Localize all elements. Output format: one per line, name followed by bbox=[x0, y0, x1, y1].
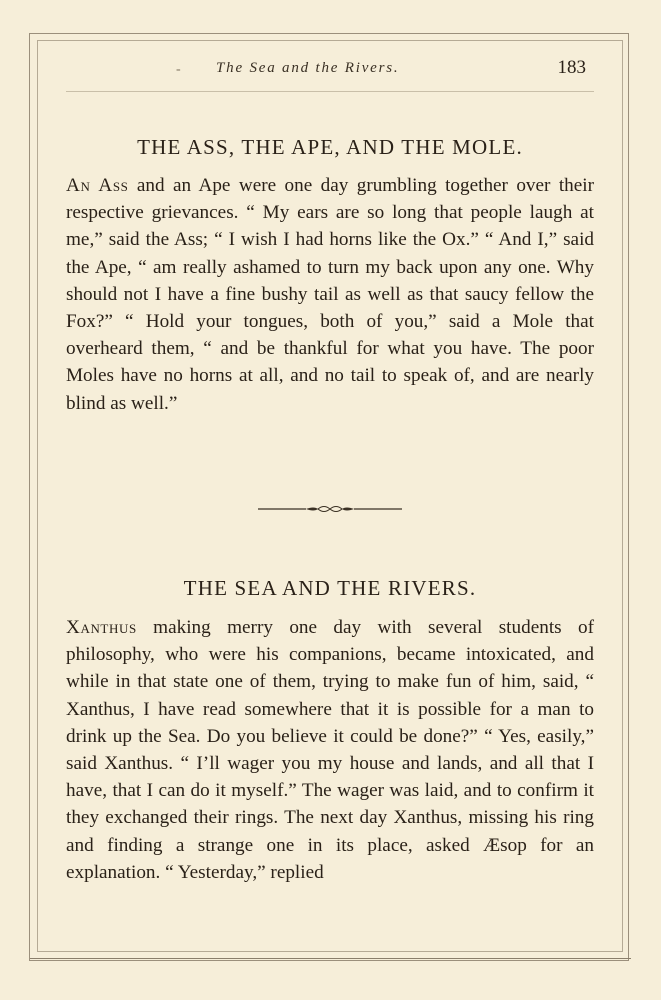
fable-body-ass-ape-mole bbox=[66, 172, 594, 417]
ornamental-divider bbox=[258, 500, 402, 518]
running-title: The Sea and the Rivers. bbox=[216, 60, 400, 76]
fable-title-ass-ape-mole: THE ASS, THE APE, AND THE MOLE. bbox=[137, 135, 523, 159]
fable-paragraph bbox=[66, 172, 594, 417]
fable-lead-words: An Ass bbox=[66, 175, 129, 196]
fable-text: making merry one day with several students of philosophy, who were his companions, became intoxicated, and while in that state one of them, trying to make fun of him, said, “ Xanthus, I have read somewhere that it is possible for a man to drink up the Sea. Do you believe it could be done?” “ Yes, easily,” said Xanthus. “ I’ll wager you my house and lands, and all that I have, that I can do it myself.” The wager was laid, and to confirm it they exchanged their rings. The next day Xanthus, missing his ring and finding a strange one in its place, asked Æsop for an explanation. “ Yesterday,” replied bbox=[66, 617, 594, 883]
fable-body-sea-and-rivers bbox=[66, 614, 594, 886]
fable-paragraph bbox=[66, 614, 594, 886]
running-header bbox=[66, 57, 596, 84]
header-dash-mark: - bbox=[176, 62, 181, 77]
fable-title-sea-and-rivers: THE SEA AND THE RIVERS. bbox=[183, 576, 477, 600]
page-number: 183 bbox=[557, 57, 586, 78]
fable-lead-words: Xanthus bbox=[66, 617, 137, 638]
page-border-shadow bbox=[30, 958, 631, 959]
fable-text: and an Ape were one day grumbling together over their respective grievances. “ My ears are so long that people laugh at me,” said the Ass; “ I wish I had horns like the Ox.” “ And I,” said the Ape, “ am really ashamed to turn my back upon any one. Why should not I have a fine bushy tail as well as that saucy fellow the Fox?” “ Hold your tongues, both of you,” said a Mole that overheard them, “ and be thankful for what you have. The poor Moles have no horns at all, and no tail to speak of, and are nearly blind as well.” bbox=[66, 175, 594, 414]
header-rule bbox=[66, 91, 594, 92]
